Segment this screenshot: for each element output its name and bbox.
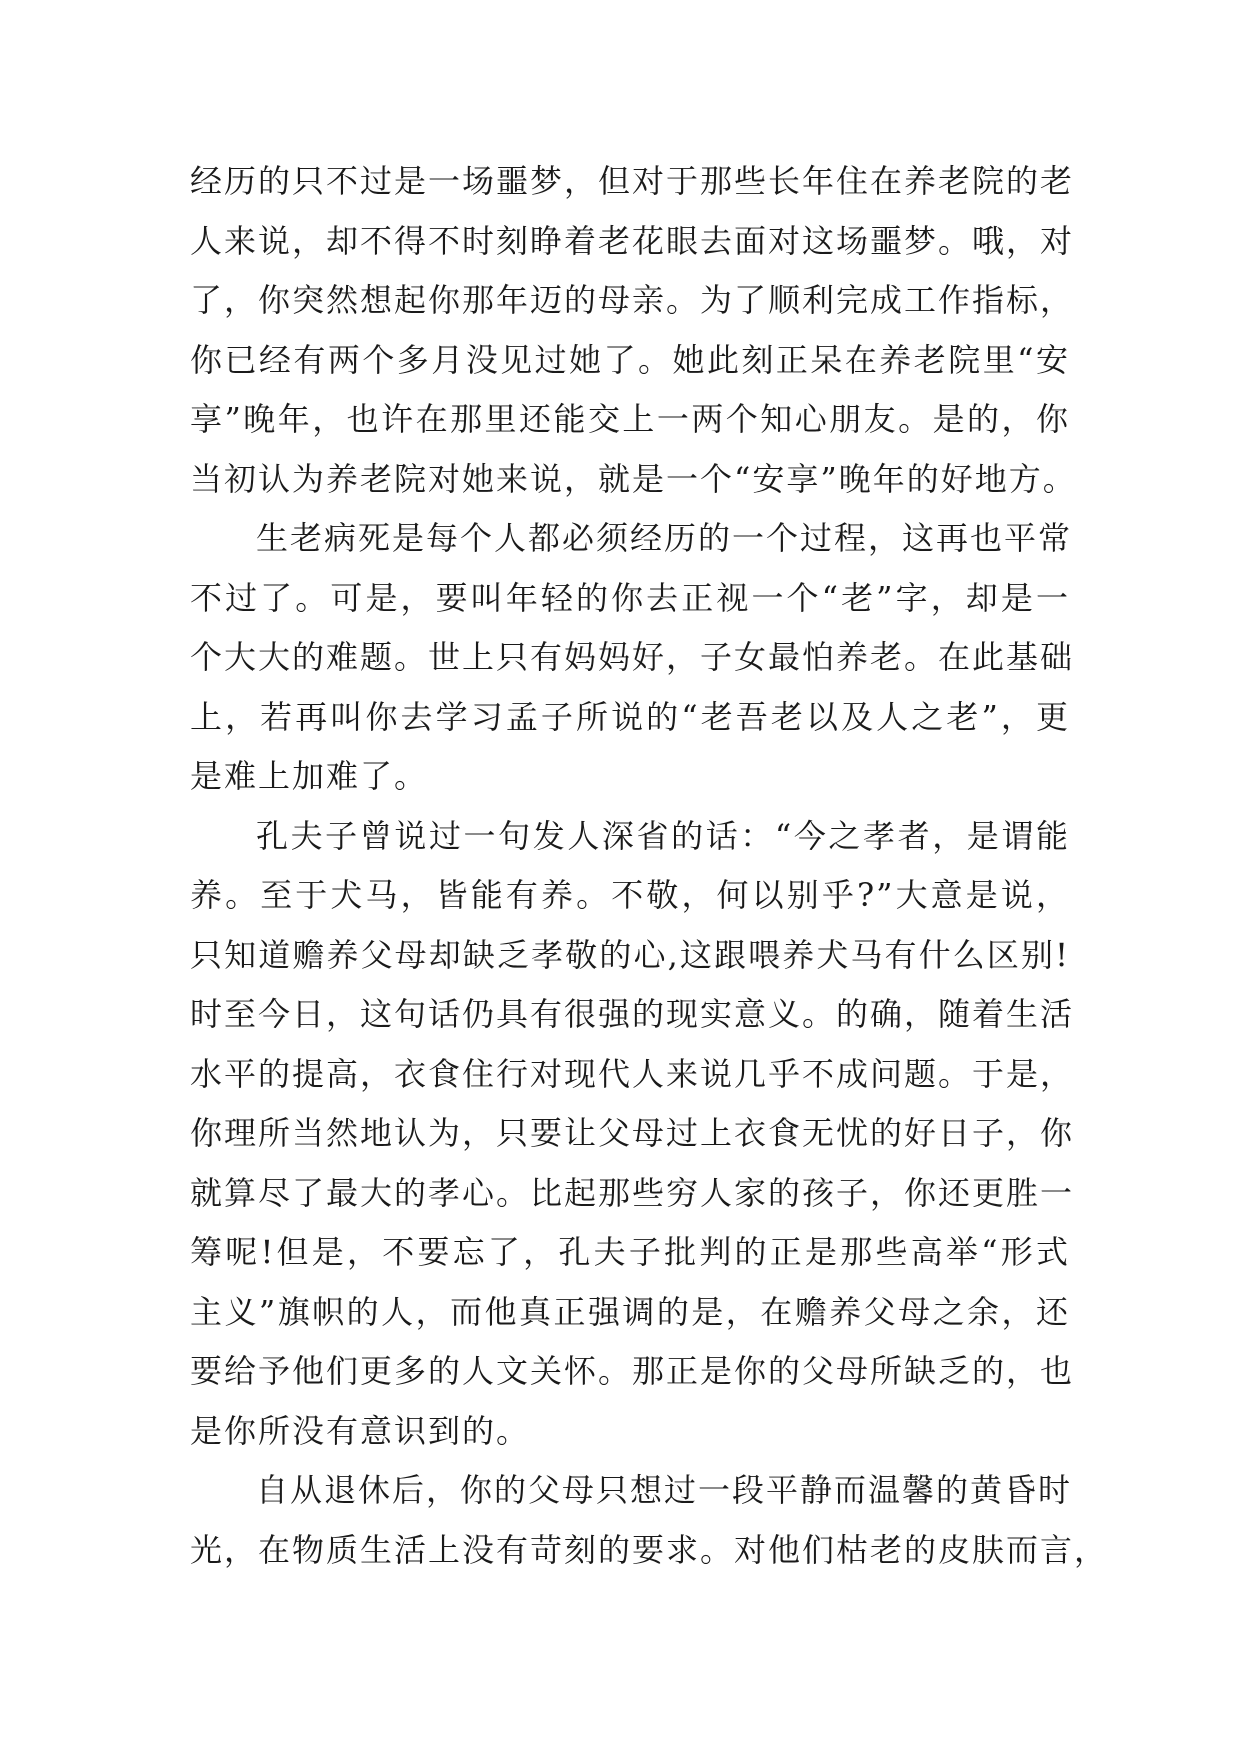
- text-line: 水平的提高，衣食住行对现代人来说几乎不成问题。于是，: [190, 1054, 1075, 1093]
- text-line: 就算尽了最大的孝心。比起那些穷人家的孩子，你还更胜一: [190, 1173, 1075, 1212]
- text-line: 你理所当然地认为，只要让父母过上衣食无忧的好日子，你: [190, 1114, 1075, 1152]
- text-line: 自从退休后，你的父母只想过一段平静而温馨的黄昏时: [256, 1471, 1073, 1509]
- text-line: 只知道赡养父母却缺乏孝敬的心,这跟喂养犬马有什么区别!: [190, 935, 1070, 974]
- text-line: 不过了。可是，要叫年轻的你去正视一个“老”字，却是一: [190, 578, 1070, 617]
- text-line: 生老病死是每个人都必须经历的一个过程，这再也平常: [256, 519, 1073, 557]
- text-line: 经历的只不过是一场噩梦，但对于那些长年住在养老院的老: [190, 162, 1075, 200]
- paragraph-3: [190, 807, 1075, 1462]
- text-line: 个大大的难题。世上只有妈妈好，子女最怕养老。在此基础: [190, 638, 1075, 676]
- paragraph-2: [190, 509, 1075, 807]
- text-line: 你已经有两个多月没见过她了。她此刻正呆在养老院里“安: [190, 340, 1070, 379]
- text-line: 人来说，却不得不时刻睁着老花眼去面对这场噩梦。哦，对: [190, 221, 1075, 260]
- text-line: 是难上加难了。: [190, 757, 429, 795]
- text-line: 要给予他们更多的人文关怀。那正是你的父母所缺乏的，也: [190, 1352, 1075, 1390]
- text-line: 主义”旗帜的人，而他真正强调的是，在赡养父母之余，还: [190, 1292, 1070, 1331]
- text-line: 是你所没有意识到的。: [190, 1411, 531, 1450]
- text-line: 孔夫子曾说过一句发人深省的话：“今之孝者，是谓能: [256, 816, 1070, 855]
- text-line: 上，若再叫你去学习孟子所说的“老吾老以及人之老”，更: [190, 697, 1070, 736]
- text-line: 时至今日，这句话仍具有很强的现实意义。的确，随着生活: [190, 995, 1075, 1033]
- text-line: 光，在物质生活上没有苛刻的要求。对他们枯老的皮肤而言，: [190, 1530, 1109, 1569]
- text-line: 享”晚年，也许在那里还能交上一两个知心朋友。是的，你: [190, 400, 1070, 438]
- paragraph-1: [190, 152, 1077, 509]
- text-line: 养。至于犬马，皆能有养。不敬，何以别乎?”大意是说，: [190, 876, 1070, 914]
- text-line: 当初认为养老院对她来说，就是一个“安享”晚年的好地方。: [190, 459, 1077, 498]
- article-body: [190, 152, 1109, 1580]
- text-line: 筹呢!但是，不要忘了，孔夫子批判的正是那些高举“形式: [190, 1233, 1070, 1271]
- text-line: 了，你突然想起你那年迈的母亲。为了顺利完成工作指标，: [190, 281, 1075, 319]
- paragraph-4: [190, 1461, 1109, 1580]
